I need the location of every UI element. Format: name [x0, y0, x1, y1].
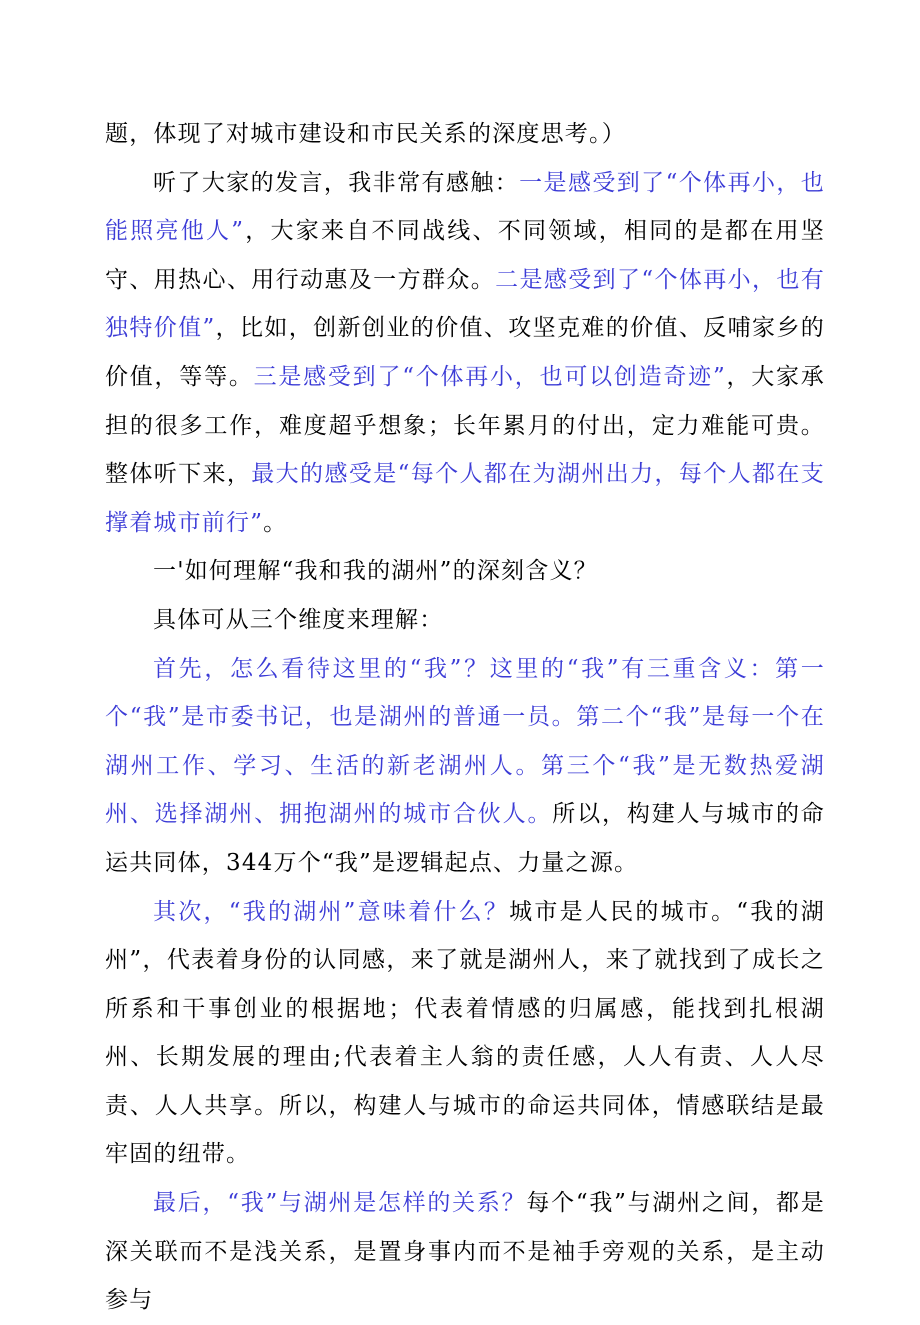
text-run: 所以，构建人与城市的命运共同体，344万个“我”是逻辑起点、力量之源。: [105, 801, 825, 876]
highlight-run: 二是感受到了“个体再小，也有独特价值”: [105, 266, 825, 342]
text-run: 城市是人民的城市。“我的湖州”，代表着身份的认同感，来了就是湖州人，来了就找到了成长之所系和干事创业的根据地；代表着情感的归属感，能找到扎根湖州、长期发展的理由;代表着主人翁的责任感，人人有责、人人尽责、人人共享。所以，构建人与城市的命运共同体，情感联结是最牢固的纽带。: [105, 898, 825, 1168]
paragraph-impressions: [105, 159, 825, 548]
paragraph-last: [105, 1179, 825, 1325]
paragraph-intro: [105, 596, 825, 645]
paragraph-continuation: [105, 110, 825, 159]
highlight-run: 一是感受到了“个体再小，也能照亮他人”: [105, 169, 826, 245]
highlight-run: 三是感受到了“个体再小，也可以创造奇迹”: [253, 363, 726, 390]
paragraph-first: [105, 645, 825, 888]
text-run: 。: [263, 509, 288, 536]
text-run: 具体可从三个维度来理解：: [153, 606, 444, 633]
section-heading: [105, 547, 825, 596]
text-run: 听了大家的发言，我非常有感触：: [153, 169, 520, 196]
highlight-run: 最后，“我”与湖州是怎样的关系？: [153, 1190, 527, 1217]
highlight-run: 最大的感受是“每个人都在为湖州出力，每个人都在支撑着城市前行”: [105, 461, 826, 536]
text-run: ，比如，创新创业的价值、攻坚克难的价值、反哺家乡的价值，等等。: [105, 315, 825, 390]
highlight-run: 其次，“我的湖州”意味着什么？: [153, 898, 510, 925]
document-page: [105, 110, 825, 1325]
text-run: 每个“我”与湖州之间，都是深关联而不是浅关系，是置身事内而不是袖手旁观的关系，是主动参与: [105, 1190, 826, 1314]
text-run: 一'如何理解“我和我的湖州”的深刻含义？: [153, 558, 598, 585]
paragraph-second: [105, 888, 825, 1180]
highlight-run: 首先，怎么看待这里的“我”？这里的“我”有三重含义：第一个“我”是市委书记，也是湖州的普通一员。第二个“我”是每一个在湖州工作、学习、生活的新老湖州人。第三个“我”是无数热爱湖州、选择湖州、拥抱湖州的城市合伙人。: [105, 655, 825, 828]
text-run: ，大家来自不同战线、不同领域，相同的是都在用坚守、用热心、用行动惠及一方群众。: [105, 218, 825, 293]
text-run: ，大家承担的很多工作，难度超乎想象；长年累月的付出，定力难能可贵。整体听下来，: [105, 363, 825, 488]
text-run: 题，体现了对城市建设和市民关系的深度思考。）: [105, 121, 626, 147]
